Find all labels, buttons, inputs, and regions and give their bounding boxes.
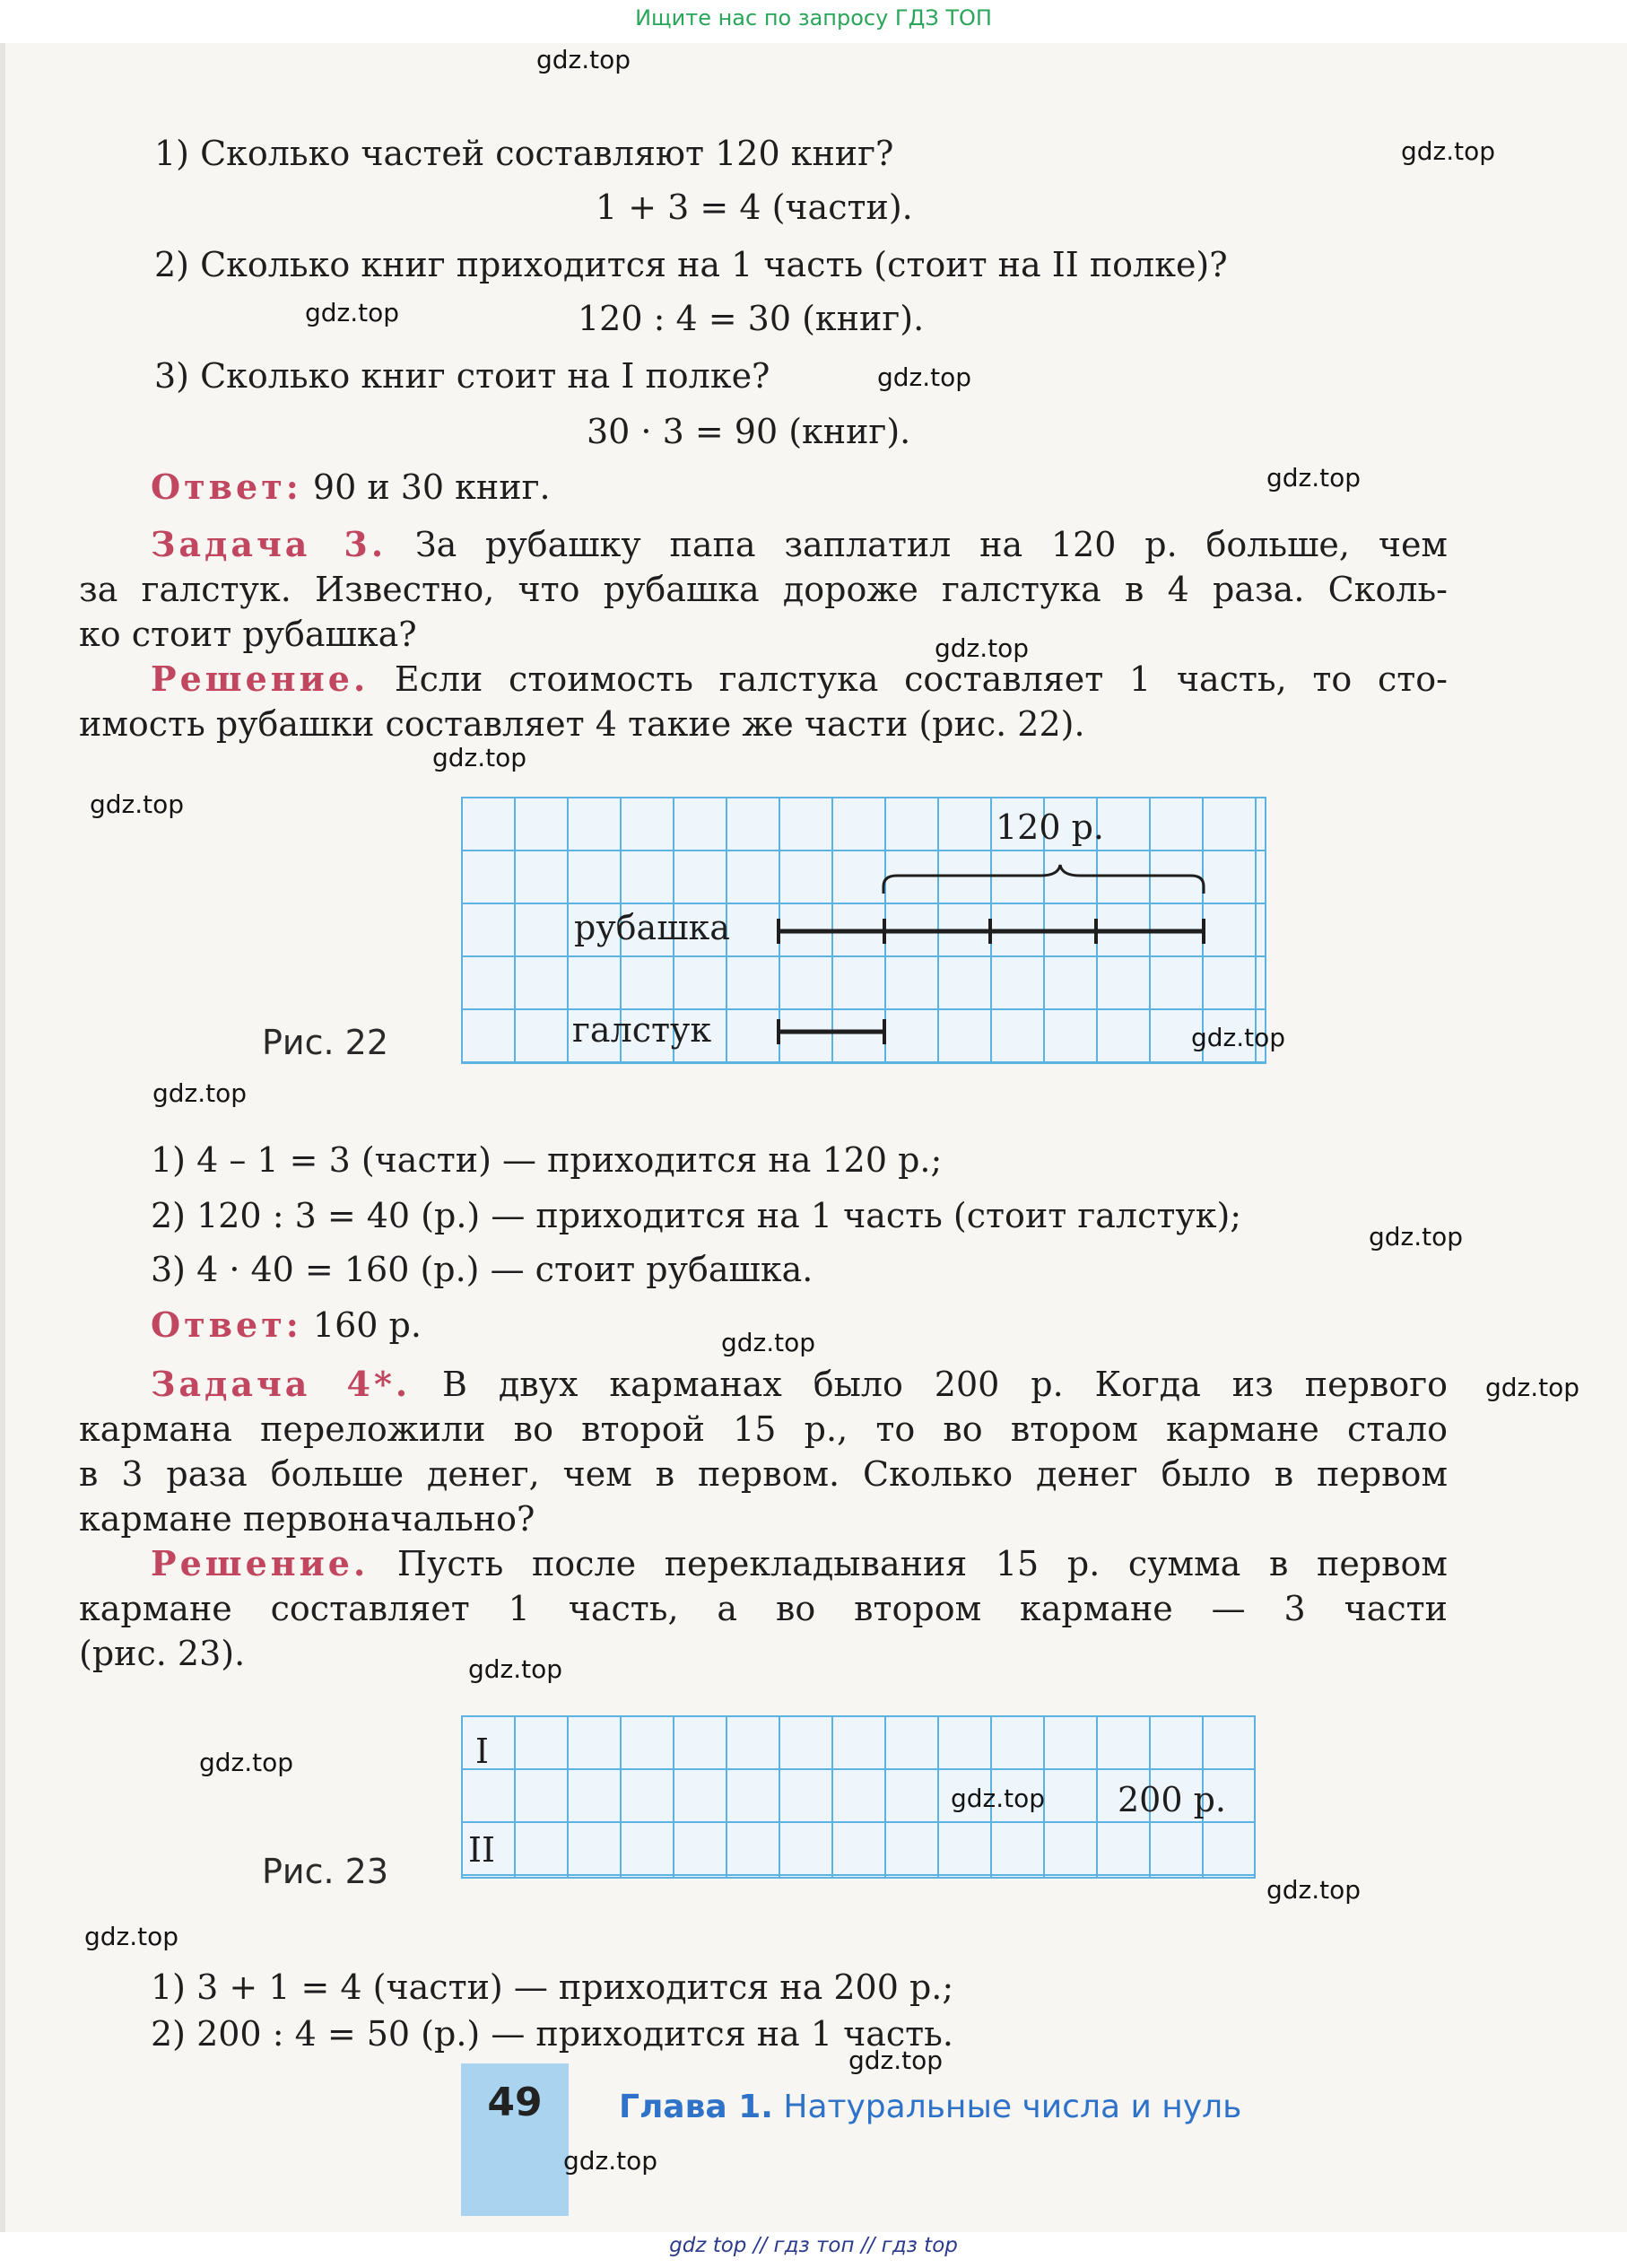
watermark: gdz.top <box>848 2046 944 2075</box>
watermark: gdz.top <box>468 1654 563 1684</box>
watermark: gdz.top <box>935 633 1030 663</box>
expression-3: 30 · 3 = 90 (книг). <box>587 412 911 451</box>
chapter-name: Натуральные числа и нуль <box>783 2089 1242 2125</box>
solution-label: Решение. <box>151 659 370 699</box>
task4-line-2: кармана переложили во второй 15 р., то во втором кармане стало <box>79 1409 1448 1449</box>
chapter-label: Глава 1. <box>619 2089 773 2125</box>
watermark: gdz.top <box>1266 1875 1362 1905</box>
watermark: gdz.top <box>563 2146 658 2176</box>
answer-1-value: 90 и 30 книг. <box>312 467 551 507</box>
watermark: gdz.top <box>432 743 527 772</box>
solution3-line-2: имость рубашки составляет 4 такие же части (рис. 22). <box>79 704 1085 744</box>
task4-label: Задача 4*. <box>151 1364 412 1404</box>
solution4-line-1: Решение. Пусть после перекладывания 15 р. сумма в первом <box>151 1543 1448 1583</box>
answer-label: Ответ: <box>151 467 302 507</box>
fig23-label-first: I <box>475 1732 490 1771</box>
task3-line-1: Задача 3. За рубашку папа заплатил на 120 р. больше, чем <box>151 524 1448 564</box>
fig22-label-shirt: рубашка <box>574 908 730 947</box>
watermark: gdz.top <box>199 1748 294 1777</box>
top-banner-text: Ищите нас по запросу ГДЗ ТОП <box>635 5 992 31</box>
watermark: gdz.top <box>721 1328 816 1357</box>
watermark: gdz.top <box>84 1922 179 1951</box>
task3-line-2: за галстук. Известно, что рубашка дороже галстука в 4 раза. Сколь- <box>79 570 1448 609</box>
watermark: gdz.top <box>1266 463 1362 493</box>
task4-line-4: кармане первоначально? <box>79 1499 535 1539</box>
fig22-label-tie: галстук <box>572 1010 712 1050</box>
watermark: gdz.top <box>1191 1023 1286 1052</box>
task3-step-2: 2) 120 : 3 = 40 (р.) — приходится на 1 часть (стоит галстук); <box>151 1196 1242 1235</box>
solution4-line-2: кармане составляет 1 часть, а во втором кармане — 3 части <box>79 1589 1448 1628</box>
solution-label: Решение. <box>151 1543 370 1583</box>
watermark: gdz.top <box>1401 136 1496 166</box>
fig23-caption: Рис. 23 <box>262 1852 389 1891</box>
watermark: gdz.top <box>536 45 631 74</box>
fig22-caption: Рис. 22 <box>262 1023 389 1062</box>
solution3-line-1: Решение. Если стоимость галстука составляет 1 часть, то сто- <box>151 659 1448 699</box>
fig22-top-label: 120 р. <box>996 807 1105 847</box>
watermark: gdz.top <box>951 1784 1046 1813</box>
task3-label: Задача 3. <box>151 524 387 564</box>
expression-1: 1 + 3 = 4 (части). <box>596 188 913 227</box>
task4-step-2: 2) 200 : 4 = 50 (р.) — приходится на 1 часть. <box>151 2014 953 2054</box>
fig23-total-label: 200 р. <box>1118 1780 1227 1819</box>
fig22-brace <box>883 865 1204 894</box>
chapter-title <box>619 2089 1241 2125</box>
question-3: 3) Сколько книг стоит на I полке? <box>154 356 770 396</box>
task4-line-1: Задача 4*. В двух карманах было 200 р. Когда из первого <box>151 1364 1448 1404</box>
question-2: 2) Сколько книг приходится на 1 часть (стоит на II полке)? <box>154 245 1228 284</box>
answer-label: Ответ: <box>151 1304 302 1345</box>
task4-step-1: 1) 3 + 1 = 4 (части) — приходится на 200 р.; <box>151 1967 954 2007</box>
page-number: 49 <box>487 2080 543 2125</box>
question-1: 1) Сколько частей составляют 120 книг? <box>154 134 894 173</box>
solution4-line-3: (рис. 23). <box>79 1634 246 1673</box>
task3-step-1: 1) 4 – 1 = 3 (части) — приходится на 120 р.; <box>151 1140 943 1180</box>
watermark: gdz.top <box>305 298 400 327</box>
watermark: gdz.top <box>1369 1222 1464 1252</box>
bottom-banner-text: gdz top // гдз топ // гдз top <box>669 2234 958 2257</box>
watermark: gdz.top <box>90 789 185 819</box>
watermark: gdz.top <box>1485 1373 1580 1402</box>
answer-3 <box>151 1303 422 1348</box>
expression-2: 120 : 4 = 30 (книг). <box>578 299 925 338</box>
answer-3-value: 160 р. <box>312 1305 422 1345</box>
fig23-label-second: II <box>468 1830 496 1870</box>
watermark: gdz.top <box>877 362 972 392</box>
watermark: gdz.top <box>152 1078 248 1108</box>
task4-line-3: в 3 раза больше денег, чем в первом. Сколько денег было в первом <box>79 1454 1448 1494</box>
task3-line-3: ко стоит рубашка? <box>79 615 417 654</box>
task3-step-3: 3) 4 · 40 = 160 (р.) — стоит рубашка. <box>151 1250 814 1289</box>
